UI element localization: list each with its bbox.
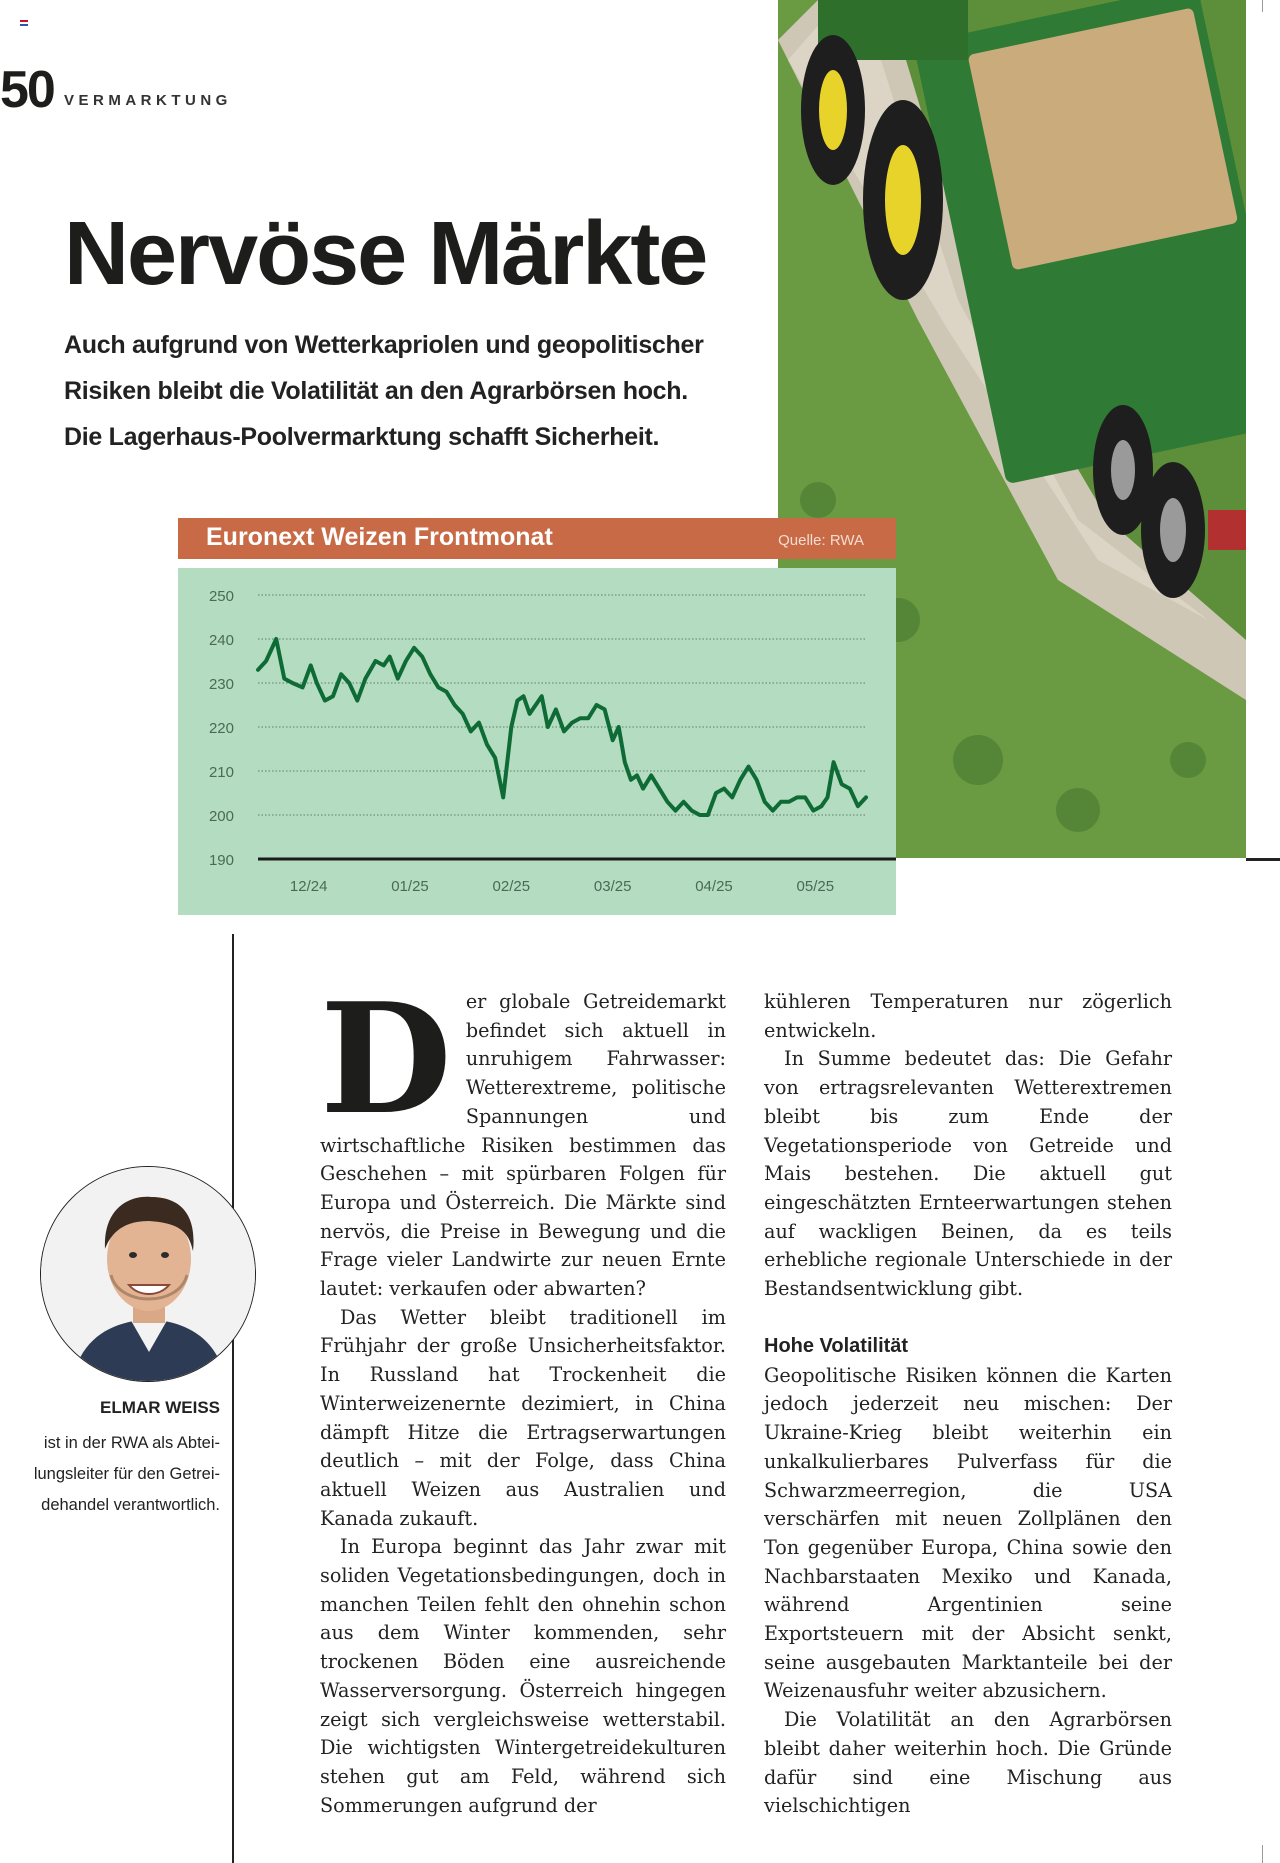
page-number: 50 <box>0 61 54 119</box>
chart-plot-area <box>178 568 896 915</box>
paragraph: er globale Getreidemarkt befindet sich aktuell in unruhigem Fahrwasser: Wetterextreme, politische Spannungen und wirtschaftliche Risiken bestimmen das Geschehen – mit spürbaren Folgen für Europa und Österreich. Die Märkte sind nervös, die Preise in Bewegung und die Frage vieler Landwirte zur neuen Ernte lautet: verkaufen oder abwarten? <box>320 990 726 1301</box>
column-rule <box>232 934 234 1863</box>
author-name: ELMAR WEISS <box>100 1398 220 1417</box>
x-tick-label: 01/25 <box>391 878 429 895</box>
chart-header <box>178 518 896 559</box>
paragraph: In Summe bedeutet das: Die Gefahr von ertragsrelevanten Wetterextremen bleibt bis zum Ende der Vegetationsperiode von Getreide und Mais bestehen. Die aktuell gut eingeschätzten Ernteerwartungen stehen auf wackligen Beinen, da es teils erhebliche regionale Unterschiede in der Bestandsentwicklung gibt. <box>764 1047 1172 1301</box>
lead-line: Auch aufgrund von Wetterkapriolen und geopolitischer <box>64 331 704 359</box>
author-portrait <box>40 1166 256 1382</box>
y-tick-label: 230 <box>208 676 234 693</box>
y-tick-label: 200 <box>208 808 234 825</box>
page-edge-mark <box>1262 0 1263 12</box>
paragraph: Das Wetter bleibt traditionell im Frühjahr der große Unsicherheitsfaktor. In Russland hat Trockenheit die Winterweizenernte dezimiert, in China dämpft Hitze die Ertragserwartungen deutlich – mit der Folge, dass China aktuell Weizen aus Australien und Kanada zukauft. <box>320 1305 726 1530</box>
lead-line: Die Lagerhaus-Poolvermarktung schafft Sicherheit. <box>64 423 660 451</box>
chart-svg <box>178 568 896 915</box>
author-description-line: lungsleiter für den Getrei- <box>33 1465 220 1483</box>
author-description-line: dehandel verantwortlich. <box>41 1496 220 1514</box>
y-tick-label: 240 <box>208 632 234 649</box>
y-tick-label: 220 <box>208 720 234 737</box>
y-tick-label: 250 <box>208 588 234 605</box>
x-tick-label: 02/25 <box>492 878 531 895</box>
author-description <box>20 1428 220 1521</box>
x-tick-label: 05/25 <box>796 878 835 895</box>
paragraph: kühleren Temperaturen nur zögerlich entwickeln. <box>764 990 1172 1042</box>
x-tick-label: 12/24 <box>289 878 328 895</box>
author-description-line: ist in der RWA als Abtei- <box>43 1434 220 1452</box>
subheading: Hohe Volatilität <box>764 1334 909 1357</box>
price-chart <box>178 518 896 915</box>
paragraph: Die Volatilität an den Agrarbörsen bleibt daher weiterhin hoch. Die Gründe dafür sind eine Mischung aus vielschichtigen <box>764 1708 1172 1818</box>
lead-line: Risiken bleibt die Volatilität an den Agrarbörsen hoch. <box>64 377 688 405</box>
article-lead <box>64 322 704 460</box>
section-label: VERMARKTUNG <box>64 92 232 109</box>
chart-title: Euronext Weizen Frontmonat <box>206 523 553 551</box>
article-column-1 <box>320 969 726 1820</box>
x-tick-label: 04/25 <box>695 878 733 895</box>
chart-source: Quelle: RWA <box>778 532 864 549</box>
article-title: Nervöse Märkte <box>64 204 707 304</box>
chart-axis-extension <box>1246 858 1280 861</box>
drop-cap: D <box>320 969 452 1148</box>
page-edge-mark <box>1262 1845 1263 1863</box>
paragraph: In Europa beginnt das Jahr zwar mit soliden Vegetationsbedingungen, doch in manchen Teilen fehlt den ohnehin schon aus dem Winter kommenden, sehr trockenen Böden eine ausreichende Wasserversorgung. Österreich hingegen zeigt sich vergleichsweise wetterstabil. Die wichtigsten Wintergetreidekulturen stehen gut am Feld, während sich Sommerungen aufgrund der <box>320 1535 726 1817</box>
flag-icon <box>20 20 28 26</box>
y-tick-label: 190 <box>208 852 234 869</box>
x-tick-label: 03/25 <box>593 878 632 895</box>
article-column-2 <box>764 988 1172 1821</box>
paragraph: Geopolitische Risiken können die Karten jedoch jederzeit neu mischen: Der Ukraine-Krieg bleibt weiterhin ein unkalkulierbares Pulverfass für die Schwarzmeerregion, die USA verschärfen mit neuen Zollplänen den Ton gegenüber Europa, China sowie den Nachbarstaaten Mexiko und Kanada, während Argentinien seine Exportsteuern mit der Absicht senkt, seine ausgebauten Marktanteile bei der Weizenausfuhr weiter abzusichern. <box>764 1363 1172 1703</box>
y-tick-label: 210 <box>208 764 234 781</box>
